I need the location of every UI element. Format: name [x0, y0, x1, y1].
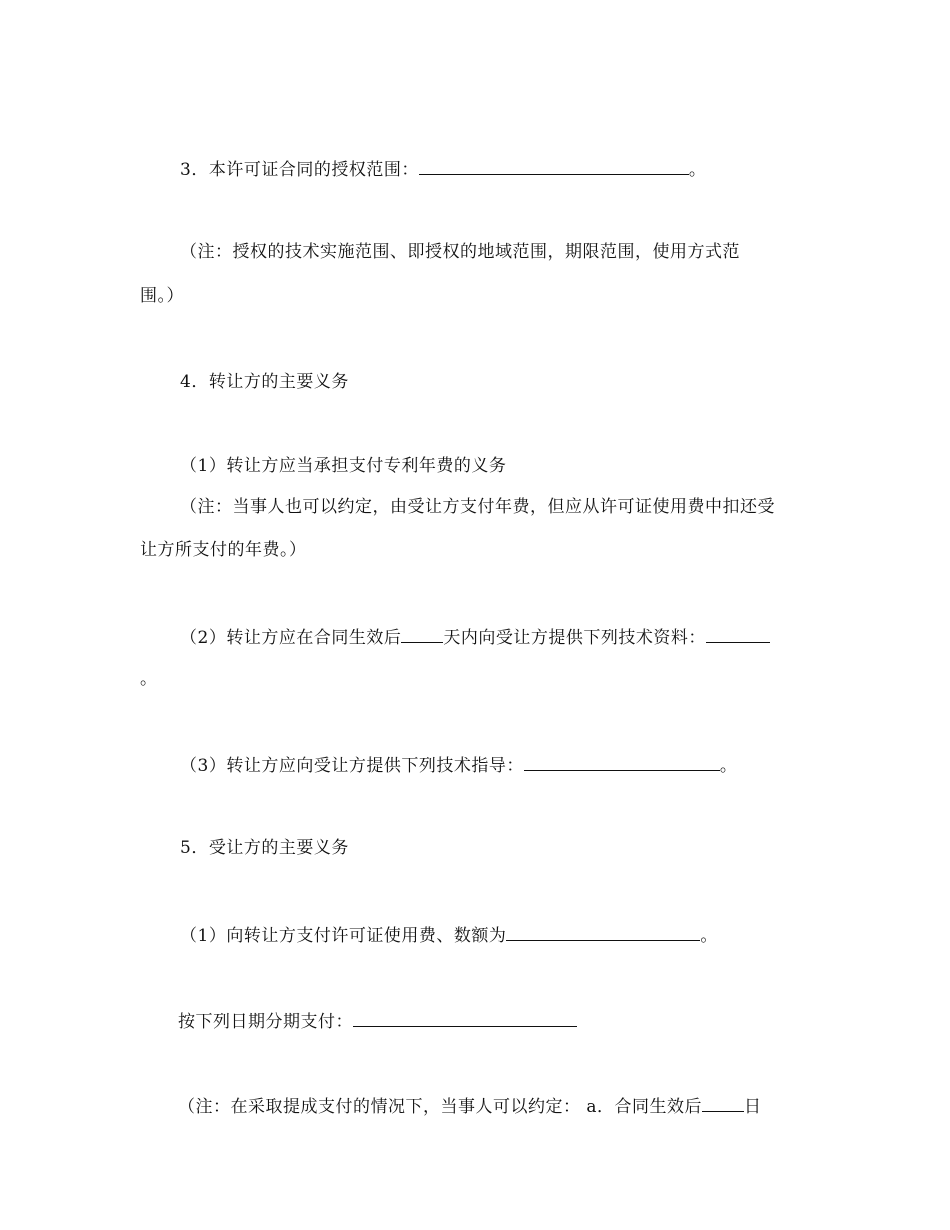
note-1-line-1: [180, 240, 740, 264]
clause-4-1: [180, 454, 506, 478]
clause-4-1-text: （1）转让方应当承担支付专利年费的义务: [180, 456, 507, 476]
clause-4-3-text: （3）转让方应向受让方提供下列技术指导：: [180, 756, 524, 776]
clause-3-blank: [419, 156, 689, 175]
note-1-line-2: [140, 284, 184, 308]
clause-4-2-text-b: 天内向受让方提供下列技术资料：: [443, 628, 706, 648]
note-3-days-blank: [702, 1093, 744, 1112]
note-1-text-2: 围。）: [140, 286, 184, 306]
clause-4-3: [180, 752, 737, 778]
note-2-text-2: 让方所支付的年费。）: [140, 540, 307, 560]
installment-text: 按下列日期分期支付：: [178, 1012, 353, 1032]
note-2-line-2: [140, 538, 307, 562]
clause-5-1-amount-blank: [506, 922, 700, 941]
note-3-text-c: 日: [744, 1097, 762, 1117]
clause-3: [180, 156, 706, 182]
clause-3-text: 3．本许可证合同的授权范围：: [180, 160, 419, 180]
installment-blank: [353, 1008, 577, 1027]
clause-4-2-days-blank: [401, 624, 443, 643]
clause-4-title-text: 4．转让方的主要义务: [180, 372, 349, 392]
clause-4-2-text-a: （2）转让方应在合同生效后: [180, 628, 402, 648]
clause-4-3-blank: [524, 752, 720, 771]
note-2-text-1: （注：当事人也可以约定，由受让方支付年费，但应从许可证使用费中扣还受: [180, 497, 775, 517]
clause-5-title-text: 5．受让方的主要义务: [180, 838, 349, 858]
note-2-line-1: [180, 495, 775, 519]
clause-4-2-end: 。: [140, 669, 158, 689]
clause-4-title: [180, 370, 349, 394]
clause-5-1-text: （1）向转让方支付许可证使用费、数额为: [180, 926, 507, 946]
clause-4-3-end: 。: [719, 756, 738, 776]
clause-3-end: 。: [688, 160, 707, 180]
note-1-text-1: （注：授权的技术实施范围、即授权的地域范围，期限范围，使用方式范: [180, 242, 740, 262]
clause-4-2-continuation: [140, 667, 158, 691]
note-3: [178, 1093, 762, 1119]
clause-5-title: [180, 836, 349, 860]
clause-4-2: [180, 624, 770, 650]
clause-4-2-materials-blank: [706, 624, 770, 643]
note-3-text-a: （注：在采取提成支付的情况下，当事人可以约定：: [178, 1097, 581, 1117]
clause-5-1: [180, 922, 718, 948]
installment-line: [178, 1008, 577, 1034]
clause-5-1-end: 。: [700, 926, 718, 946]
note-3-text-b: a．合同生效后: [586, 1097, 703, 1117]
